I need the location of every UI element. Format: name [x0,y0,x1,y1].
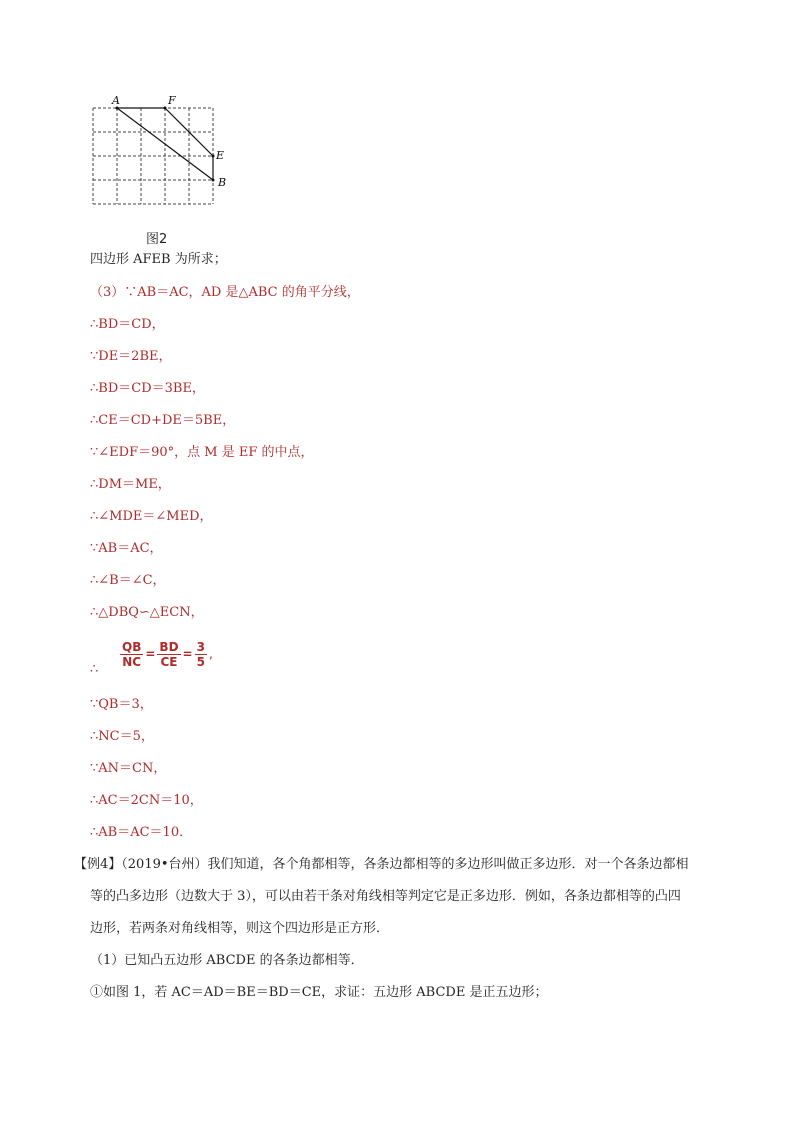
example-line-1: 【例4】（2019•台州）我们知道，各个角都相等，各条边都相等的多边形叫做正多边形．对一个各条边都相 [74,857,689,872]
example-line-3: 边形，若两条对角线相等，则这个四边形是正方形． [90,921,390,936]
figure-caption: 图2 [146,232,168,247]
proof-line: ∴BD＝CD， [90,317,165,332]
proof-line: ∴DM＝ME， [90,477,171,492]
equals-1: = [145,647,156,661]
equals-2: = [182,647,193,661]
frac3-denominator: 5 [196,655,205,669]
proof-line: ∵AB＝AC， [90,541,163,556]
proof-line: ∴△DBQ∽△ECN， [90,605,204,620]
proof-line: ∵QB＝3， [90,697,153,712]
label-f: F [168,94,176,107]
proof-line: ∵AN＝CN， [90,761,167,776]
label-b: B [218,176,227,189]
proof-line: ∴∠MDE＝∠MED， [90,509,213,524]
proof-line: ∵DE＝2BE， [90,349,172,364]
proof-line: ∴CE＝CD+DE＝5BE， [90,413,236,428]
proof-line: （3）∵AB＝AC，AD 是△ABC 的角平分线， [90,285,360,300]
frac2-denominator: CE [160,655,178,669]
label-a: A [112,94,120,107]
grid-figure [88,92,238,212]
fraction-equation [118,640,213,669]
example-line-2: 等的凸多边形（边数大于 3），可以由若干条对角线相等判定它是正多边形．例如，各条边都相等的凸四 [90,889,681,904]
proof-line: ∴NC＝5， [90,729,154,744]
therefore-symbol: ∴ [90,662,99,677]
fraction-tail: , [208,647,213,661]
proof-line: ∴AC＝2CN＝10， [90,793,203,808]
proof-line: ∴BD＝CD＝3BE， [90,381,205,396]
frac1-denominator: NC [122,655,142,669]
example-line-4: （1）已知凸五边形 ABCDE 的各条边都相等． [90,953,364,968]
frac3-numerator: 3 [196,640,205,654]
label-e: E [216,149,225,162]
conclusion-text: 四边形 AFEB 为所求； [90,252,227,267]
frac1-numerator: QB [122,640,142,654]
example-line-5: ①如图 1，若 AC＝AD＝BE＝BD＝CE，求证：五边形 ABCDE 是正五边形； [90,985,548,1000]
proof-line: ∴∠B＝∠C， [90,573,166,588]
proof-line: ∵∠EDF＝90°，点 M 是 EF 的中点， [90,445,314,460]
proof-line: ∴AB＝AC＝10． [90,825,193,840]
frac2-numerator: BD [159,640,179,654]
